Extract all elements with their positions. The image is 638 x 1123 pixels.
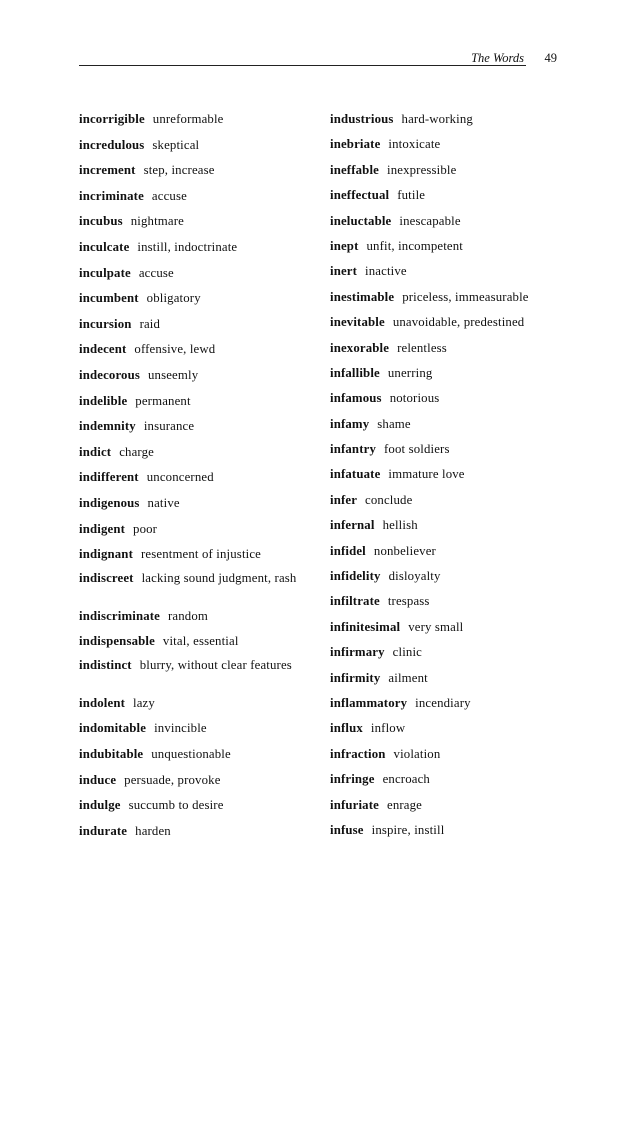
glossary-definition: random: [168, 608, 209, 623]
glossary-definition: inspire, instill: [371, 822, 445, 837]
glossary-entry: [79, 658, 311, 696]
glossary-definition: unfit, incompetent: [366, 238, 464, 253]
glossary-term: inculcate: [79, 239, 130, 254]
glossary-term: infuse: [330, 822, 364, 837]
glossary-entry: [330, 188, 570, 213]
glossary-term: infantry: [330, 442, 376, 457]
glossary-entry: [79, 112, 311, 138]
glossary-entry: [79, 291, 311, 317]
glossary-definition: unavoidable, predestined: [392, 315, 525, 330]
glossary-term: infirmary: [330, 645, 385, 660]
glossary-column-left: [79, 112, 311, 849]
glossary-term: infamy: [330, 416, 370, 431]
glossary-definition: insurance: [143, 419, 195, 434]
glossary-entry: [330, 391, 570, 416]
glossary-entry: [330, 696, 570, 721]
glossary-definition: charge: [119, 444, 154, 459]
glossary-definition: conclude: [365, 492, 413, 507]
glossary-definition: inexpressible: [386, 162, 457, 177]
glossary-entry: [79, 747, 311, 773]
glossary-definition: intoxicate: [388, 137, 441, 152]
glossary-entry: [330, 772, 570, 797]
glossary-definition: invincible: [154, 721, 207, 736]
glossary-definition: unseemly: [148, 367, 199, 382]
glossary-entry: [79, 773, 311, 799]
glossary-term: indistinct: [79, 657, 132, 672]
glossary-term: incredulous: [79, 137, 145, 152]
glossary-definition: immature love: [388, 467, 465, 482]
glossary-definition: inflow: [370, 721, 406, 736]
glossary-entry: [79, 547, 311, 571]
glossary-term: incorrigible: [79, 112, 145, 126]
glossary-definition: relentless: [397, 340, 447, 355]
glossary-definition: hard-working: [401, 112, 473, 126]
glossary-definition: clinic: [392, 645, 422, 660]
glossary-term: indiscriminate: [79, 608, 161, 623]
glossary-entry: [79, 368, 311, 394]
glossary-definition: raid: [139, 316, 161, 331]
glossary-entry: [330, 112, 570, 137]
glossary-entry: [330, 493, 570, 518]
page-header: [79, 46, 557, 68]
glossary-entry: [79, 419, 311, 445]
glossary-term: infamous: [330, 391, 382, 406]
glossary-definition: accuse: [151, 188, 187, 203]
glossary-entry: [79, 445, 311, 471]
glossary-entry: [330, 315, 570, 340]
glossary-entry: [79, 496, 311, 522]
header-rule: [79, 65, 526, 66]
glossary-term: indulge: [79, 798, 121, 813]
glossary-definition: instill, indoctrinate: [137, 239, 238, 254]
glossary-term: indemnity: [79, 419, 136, 434]
glossary-definition: nightmare: [130, 214, 184, 229]
glossary-entry: [330, 671, 570, 696]
glossary-entry: [79, 721, 311, 747]
glossary-term: inert: [330, 264, 358, 279]
glossary-term: indurate: [79, 823, 128, 838]
glossary-term: inebriate: [330, 137, 381, 152]
glossary-term: indomitable: [79, 721, 147, 736]
glossary-entry: [79, 240, 311, 266]
glossary-term: indict: [79, 444, 112, 459]
glossary-entry: [330, 747, 570, 772]
glossary-definition: skeptical: [152, 137, 200, 152]
glossary-definition: obligatory: [146, 291, 201, 306]
glossary-term: indispensable: [79, 634, 155, 649]
glossary-entry: [79, 571, 311, 609]
glossary-term: indelible: [79, 393, 128, 408]
glossary-term: industrious: [330, 112, 394, 126]
page-number: 49: [544, 51, 557, 65]
glossary-definition: unreformable: [152, 112, 224, 126]
glossary-entry: [330, 264, 570, 289]
glossary-definition: lacking sound judgment, rash: [141, 570, 297, 585]
glossary-definition: shame: [377, 416, 411, 431]
glossary-definition: notorious: [389, 391, 440, 406]
glossary-term: infidel: [330, 543, 366, 558]
glossary-entry: [79, 824, 311, 850]
glossary-entry: [79, 696, 311, 722]
glossary-term: infraction: [330, 746, 386, 761]
glossary-entry: [330, 290, 570, 315]
glossary-entry: [330, 823, 570, 848]
glossary-term: indigent: [79, 521, 126, 536]
glossary-entry: [79, 634, 311, 658]
glossary-entry: [79, 189, 311, 215]
glossary-term: infinitesimal: [330, 619, 401, 634]
glossary-term: infernal: [330, 518, 375, 533]
glossary-entry: [79, 470, 311, 496]
glossary-term: indifferent: [79, 470, 139, 485]
glossary-term: infringe: [330, 772, 375, 787]
glossary-term: ineluctable: [330, 213, 392, 228]
glossary-definition: foot soldiers: [384, 442, 450, 457]
glossary-entry: [330, 341, 570, 366]
glossary-definition: step, increase: [143, 163, 215, 178]
glossary-term: infallible: [330, 365, 380, 380]
glossary-definition: inactive: [365, 264, 407, 279]
glossary-definition: blurry, without clear features: [139, 657, 292, 672]
glossary-definition: permanent: [135, 393, 191, 408]
glossary-entry: [79, 798, 311, 824]
glossary-definition: unconcerned: [146, 470, 214, 485]
glossary-definition: native: [147, 495, 180, 510]
glossary-entry: [79, 394, 311, 420]
glossary-definition: encroach: [382, 772, 430, 787]
glossary-definition: nonbeliever: [373, 543, 436, 558]
running-title: The Words: [471, 51, 524, 65]
glossary-entry: [330, 645, 570, 670]
glossary-definition: inescapable: [399, 213, 461, 228]
glossary-definition: violation: [393, 746, 441, 761]
glossary-term: inflammatory: [330, 695, 408, 710]
glossary-term: induce: [79, 772, 117, 787]
glossary-term: inestimable: [330, 289, 395, 304]
glossary-definition: enrage: [386, 797, 422, 812]
glossary-term: infirmity: [330, 670, 381, 685]
glossary-term: indecorous: [79, 367, 140, 382]
glossary-entry: [79, 266, 311, 292]
glossary-entry: [79, 214, 311, 240]
glossary-entry: [330, 163, 570, 188]
glossary-definition: harden: [135, 823, 171, 838]
glossary-entry: [330, 417, 570, 442]
glossary-term: indigenous: [79, 495, 140, 510]
glossary-definition: ailment: [388, 670, 428, 685]
glossary-definition: lazy: [133, 695, 155, 710]
glossary-entry: [330, 620, 570, 645]
glossary-term: ineffable: [330, 162, 379, 177]
glossary-term: incursion: [79, 316, 132, 331]
glossary-entry: [330, 366, 570, 391]
glossary-definition: accuse: [138, 265, 174, 280]
glossary-definition: unerring: [387, 365, 433, 380]
glossary-term: indecent: [79, 342, 127, 357]
glossary-entry: [330, 594, 570, 619]
glossary-term: infiltrate: [330, 594, 380, 609]
glossary-entry: [79, 317, 311, 343]
glossary-term: indubitable: [79, 747, 144, 762]
glossary-term: infuriate: [330, 797, 379, 812]
glossary-definition: incendiary: [415, 695, 471, 710]
glossary-term: indolent: [79, 695, 126, 710]
glossary-term: infidelity: [330, 569, 381, 584]
glossary-definition: unquestionable: [151, 747, 231, 762]
glossary-term: influx: [330, 721, 363, 736]
glossary-definition: offensive, lewd: [134, 342, 216, 357]
glossary-entry: [330, 798, 570, 823]
glossary-entry: [330, 214, 570, 239]
glossary-term: ineffectual: [330, 188, 390, 203]
glossary-term: infatuate: [330, 467, 381, 482]
glossary-term: indignant: [79, 547, 133, 562]
glossary-term: inept: [330, 238, 359, 253]
glossary-term: inculpate: [79, 265, 131, 280]
glossary-term: infer: [330, 492, 358, 507]
glossary-term: incriminate: [79, 188, 144, 203]
glossary-entry: [79, 522, 311, 548]
glossary-entry: [330, 518, 570, 543]
glossary-term: incubus: [79, 214, 123, 229]
glossary-term: inexorable: [330, 340, 390, 355]
glossary-entry: [330, 137, 570, 162]
glossary-definition: succumb to desire: [128, 798, 224, 813]
glossary-definition: vital, essential: [162, 634, 239, 649]
glossary-term: indiscreet: [79, 570, 134, 585]
glossary-entry: [79, 342, 311, 368]
glossary-definition: persuade, provoke: [124, 772, 221, 787]
glossary-definition: poor: [133, 521, 158, 536]
glossary-entry: [79, 609, 311, 635]
glossary-column-right: [330, 112, 570, 848]
glossary-definition: priceless, immeasurable: [402, 289, 529, 304]
glossary-definition: futile: [397, 188, 426, 203]
glossary-definition: trespass: [387, 594, 430, 609]
glossary-entry: [330, 721, 570, 746]
glossary-entry: [79, 138, 311, 164]
glossary-entry: [330, 544, 570, 569]
glossary-definition: hellish: [382, 518, 418, 533]
glossary-term: increment: [79, 163, 136, 178]
glossary-entry: [330, 569, 570, 594]
glossary-term: inevitable: [330, 315, 385, 330]
glossary-entry: [330, 442, 570, 467]
glossary-term: incumbent: [79, 291, 139, 306]
glossary-definition: very small: [408, 619, 464, 634]
glossary-entry: [330, 239, 570, 264]
glossary-entry: [330, 467, 570, 492]
glossary-entry: [79, 163, 311, 189]
glossary-definition: resentment of injustice: [141, 547, 262, 562]
glossary-definition: disloyalty: [388, 569, 441, 584]
